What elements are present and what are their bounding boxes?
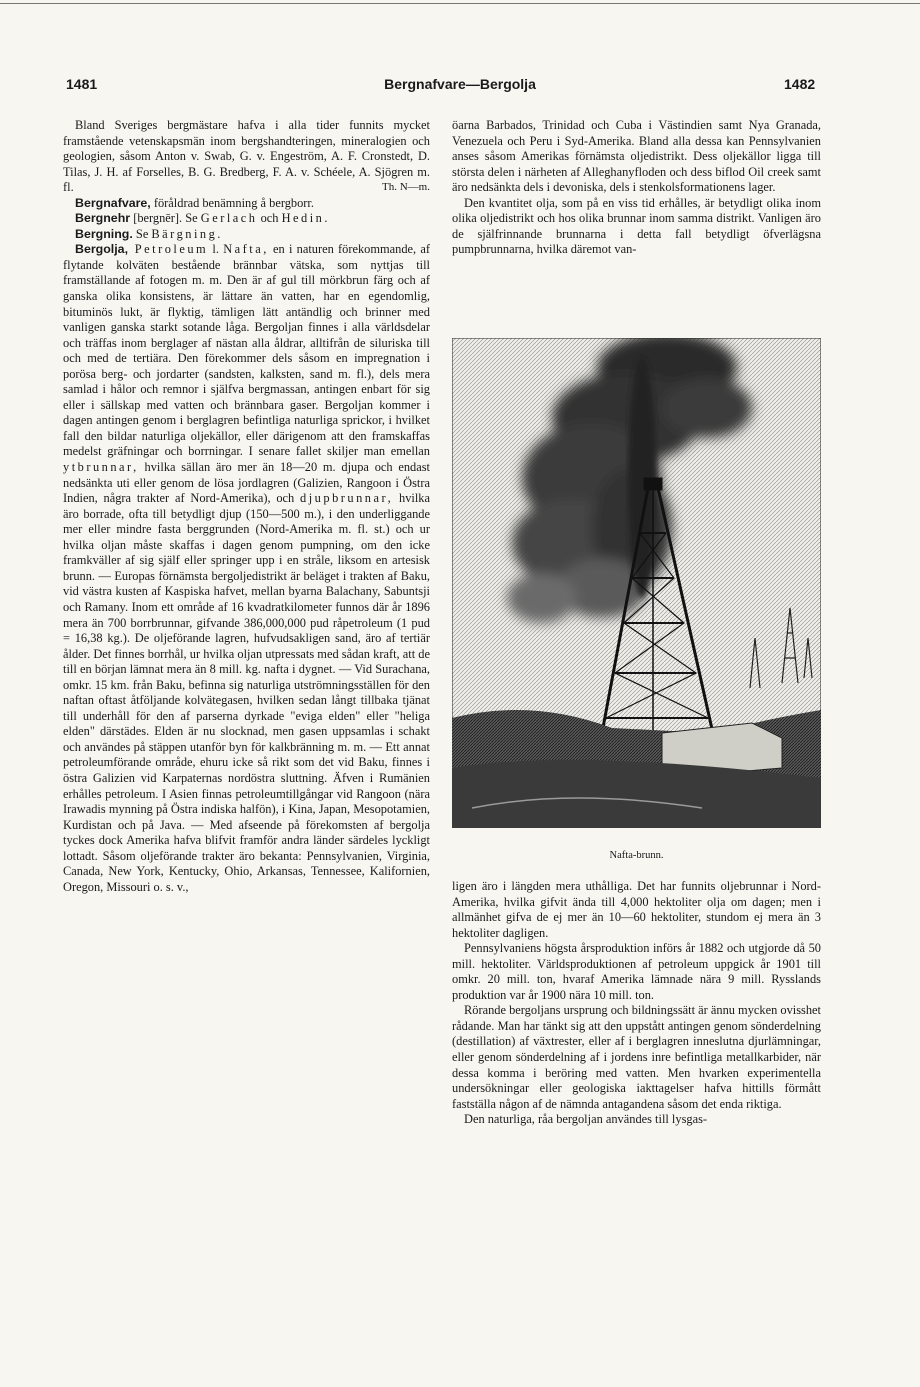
entry-bergolja: Bergolja, Petroleum l. Nafta, en i naturen förekommande, af flytande kolväten bestående brännbar vätska, som nyttjas till framställande af fotogen m. m. Den är af gul till mörkbrun färg och af ganska olika konsistens, är lättare än vatten, har en egendomlig, bituminös lukt, är flyktig, tämligen lätt antändlig och brinner med vanligen ganska starkt sotande låga. Bergoljan finnes i alla världsdelar och träffas inom berglager af nästan alla åldrar, alltifrån de siluriska till och med de tertiära. Den förekommer dels såsom en impregnation i porösa berg- och jordarter (sandsten, kalksten, sand m. fl.), dels mera samlad i hålor och remnor i själfva bergmassan, antingen enbart för sig eller i sällskap med vatten och brännbara gaser. Bergoljan kommer i dagen antingen genom i berglagren befintliga naturliga sprickor, i hvilket fall den bildar naturliga oljekällor, eller därigenom att den framskaffas medelst gräfningar och borrningar. I senare fallet skiljer man emellan ytbrunnar, hvilka sällan äro mer än 18—20 m. djupa och endast nedsänkta uti eller genom de lösa jordlagren (Galizien, Rangoon i Östra Indien, några trakter af Nord-Amerika), och djupbrunnar, hvilka äro borrade, ofta till betydligt djup (150—500 m.), i den underliggande mer eller mindre fasta berggrunden (Nord-Amerika m. fl. st.) och ur hvilka oljan måste skaffas i dagen genom pumpning, om den icke framkväller af sig själf eller springer upp i en stråle, liksom en artesisk brunn. — Europas förnämsta bergoljedistrikt är beläget i trakten af Baku, vid västra kusten af Kaspiska hafvet, mellan byarna Balachany, Sabuntsji och Ramany. Inom ett område af 16 kvadratkilometer funnos där år 1896 mera än 700 borrbrunnar, gifvande 386,000,000 pud råpetroleum (1 pud = 16,38 kg.). De oljeförande lagren, hufvudsakligen sand, äro af tertiär ålder. Det finnes borrhål, ur hvilka oljan utpressats med sådan kraft, att de till en början lämnat mera än 8 mill. kg. nafta i dygnet. — Vid Surachana, omkr. 15 km. från Baku, befinna sig naturliga utströmningsställen för den naftan oftast åtföljande kolvätegasen, hvilken sedan långt tillbaka tjänat till underhåll för den af parserna dyrkade "eviga elden" eller "heliga elden" därstädes. Elden är nu slocknad, men gasen uppsamlas i schakt och användes på stäppen utanför byn för kalkbränning m. m. — Ett annat petroleumförande område, ehuru icke så rikt som det vid Baku, finnes i östra Galizien vid Karpaternas nordöstra sluttning. Äfven i Rumänien erhålles petroleum. I Asien finnas petroleumtillgångar vid Rangoon (nära Irawadis mynning på Östra indiska halfön), i Kina, Japan, Mesopotamien, Kurdistan och på Java. — Med afseende på förekomsten af bergolja tyckes dock Amerika hafva blifvit framför andra länder särdeles lyckligt lottadt. Såsom oljeförande trakter äro bekanta: Pennsylvanien, Virginia, Canada, New York, Kentucky, Ohio, Arkansas, Tennessee, Kalifornien, Oregon, Missouri o. s. v., bbox=[63, 242, 430, 894]
paragraph-bergmastare-end: Bland Sveriges bergmästare hafva i alla tider funnits mycket framstående vetenskapsmän inom bergshandteringen, mineralogien och geologien, såsom Anton v. Swab, G. v. Engeström, A. F. Cronstedt, D. Tilas, J. H. af Forselles, B. G. Bredberg, F. A. v. Schéele, A. Sjögren m. fl. Th. N—m. bbox=[63, 118, 430, 195]
cross-reference[interactable]: Gerlach bbox=[200, 211, 258, 226]
entry-bergnehr: Bergnehr [bergnēr]. Se Gerlach och Hedin. bbox=[75, 211, 330, 226]
figure-caption: Nafta-brunn. bbox=[609, 850, 664, 861]
headword: Bergolja, bbox=[75, 242, 129, 257]
headword: Bergnafvare, bbox=[75, 195, 151, 210]
paragraph: Den naturliga, råa bergoljan användes till lysgas- bbox=[464, 1112, 708, 1127]
author-signature: Th. N—m. bbox=[382, 181, 430, 194]
entry-bergnafvare: Bergnafvare, föråldrad benämning å bergborr. bbox=[75, 195, 314, 210]
oil-well-illustration bbox=[452, 338, 821, 828]
top-rule bbox=[0, 3, 920, 4]
entry-bergning: Bergning. Se Bärgning. bbox=[75, 226, 223, 241]
cross-reference[interactable]: Hedin. bbox=[281, 211, 330, 226]
headword: Bergning. bbox=[75, 226, 133, 241]
headword: Bergnehr bbox=[75, 211, 131, 226]
page-number-left: 1481 bbox=[66, 76, 98, 92]
left-column bbox=[63, 118, 430, 895]
paragraph: öarna Barbados, Trinidad och Cuba i Västindien samt Nya Granada, Venezuela och Peru i Syd-Amerika. Bland alla dessa kan Pennsylvanien anses såsom Amerikas förnämsta oljedistrikt. Dess oljekällor ligga till största delen i närheten af Alleghanyfloden och dess biflod Oil creek samt äro nedsänkta dels i devoniska, dels i stenkolsformationens lager. bbox=[452, 118, 821, 195]
cross-reference[interactable]: Bärgning. bbox=[151, 226, 223, 241]
paragraph: ligen äro i längden mera uthålliga. Det har funnits oljebrunnar i Nord-Amerika, hvilka gifvit ända till 4,000 hektoliter olja om dagen; men i allmänhet gifva de ej mer än 10—60 hektoliter, stundom ej mera än 3 hektoliter dagligen. bbox=[452, 879, 821, 940]
running-title: Bergnafvare—Bergolja bbox=[384, 76, 536, 92]
right-column-bottom bbox=[452, 879, 821, 1128]
paragraph: Den kvantitet olja, som på en viss tid erhålles, är betydligt olika inom olika oljedistrikt och hos olika brunnar inom samma distrikt. Vanligen äro de själfrinnande brunnarna i detta fall betydligt öfverlägsna pumpbrunnarna, hvilka däremot van- bbox=[452, 195, 821, 257]
right-column-top bbox=[452, 118, 821, 258]
paragraph: Pennsylvaniens högsta årsproduktion införs år 1882 och utgjorde då 50 mill. hektoliter. Världsproduktionen af petroleum uppgick år 1901 till omkr. 20 mill. ton, hvaraf Amerika lämnade nära 9 mill. Rysslands produktion var år 1900 nära 10 mill. ton. bbox=[452, 941, 821, 1002]
page-number-right: 1482 bbox=[784, 76, 816, 92]
paragraph: Rörande bergoljans ursprung och bildningssätt är ännu mycken ovisshet rådande. Man har tänkt sig att den uppstått antingen genom sönderdelning (destillation) af växtrester, eller af i berglagren inneslutna djurlämningar, eller genom sönderdelning af i jordens inre befintliga metallkarbider, när dessa komma i beröring med vatten. Men hvarken experimentella undersökningar eller geologiska iakttagelser hafva hittills förmått fastställa någon af de nämnda antagandena såsom det enda riktiga. bbox=[452, 1003, 821, 1111]
